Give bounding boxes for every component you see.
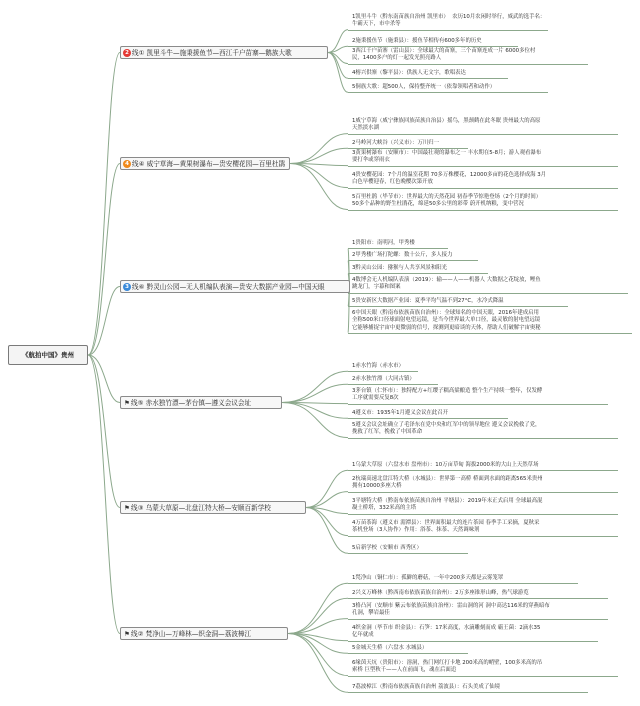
leaf-note[interactable]: 4榕兴供寨（黎平县）：供族人无文字，歌唱表达 — [352, 70, 466, 76]
leaf-note[interactable]: 3黔灵山公园：猕猴与人共享风景和阳光 — [352, 265, 448, 271]
leaf-underline — [348, 30, 548, 31]
root-branch-connector — [88, 53, 120, 356]
leaf-underline — [348, 384, 438, 385]
leaf-underline — [348, 583, 578, 584]
leaf-note[interactable]: 2赤水独竹漂（大同古镇） — [352, 376, 415, 382]
leaf-note[interactable]: 3茅台镇（仁怀市）：独特配方+红缨子糯高粱酿造 整个生产持续一整年，仅发酵 工序就需要反复8次 — [352, 388, 543, 402]
leaf-note[interactable]: 1乌蒙大草原（六盘水市 盘州市）：10万亩草甸 海拔2000米的大山上天然草场 — [352, 462, 539, 468]
branch-title: 线① 凯里斗牛—施秉援鱼节—西江千户苗寨—鹅族大歌 — [132, 49, 292, 57]
leaf-note[interactable]: 5遵义会议会址确立了毛泽东在党中央和红军中的领导地位 遵义会议挽救了党， 挽救了红军，挽救了中国革命 — [352, 422, 541, 436]
leaf-note[interactable]: 3黄果树瀑布（安顺市）：中国最壮观的瀑布之一 丰水期在5-8月；游人观看瀑布 要打伞或穿雨衣 — [352, 150, 542, 164]
leaf-underline — [348, 166, 618, 167]
leaf-underline — [348, 641, 598, 642]
leaf-note[interactable]: 5启新学校（安顺市 西秀区） — [352, 545, 422, 551]
branch-title: 线② 梵净山—万峰林—织金洞—荔波樟江 — [131, 630, 252, 638]
leaf-note[interactable]: 1梵净山（铜仁市）：孤僻的蘑菇，一年中200多天都是云雾笼罩 — [352, 575, 504, 581]
leaf-note[interactable]: 2杭瑞高速北盘江特大桥（水城县）：世界第一高桥 桥面到水面的距离565米贵州 拥有10000多座大桥 — [352, 476, 543, 490]
leaf-note[interactable]: 4织金洞（毕节市 织金县）：石笋：17米高度，水滴雕刻而成 霸王菌：2滴水35 亿年就成 — [352, 625, 541, 639]
leaf-note[interactable]: 4贵安樱花园：7个月的温室花期 70多万株樱花，12000多亩的花色选择成海 3月 白色早樱迎春，红色晚樱次第开放 — [352, 172, 547, 186]
root-branch-connector — [88, 355, 120, 634]
leaf-underline — [348, 248, 448, 249]
flag-icon: ⚑ — [124, 399, 130, 407]
branch-leaf-connector — [282, 384, 348, 402]
leaf-underline — [348, 210, 618, 211]
leaf-underline — [348, 492, 618, 493]
leaf-note[interactable]: 4万苗茶海（遵义市 湄潭县）：世界面积最大的连片茶园 春季手工采摘，夏秋采 茶机登场（3人协作）作用：浴茶、抹茶、天然调味剂 — [352, 520, 540, 534]
leaf-note[interactable]: 2兴义万峰林（黔西南布依族苗族自治州）：2万多座锥形山峰，热气球游览 — [352, 590, 529, 596]
branch-node-route-1[interactable] — [120, 46, 328, 59]
leaf-note[interactable]: 3格凸河（安顺市 紫云布依族苗族自治州）：雷山洞的河 洞中高达116米的穿燕暗布 孔洞，攀岩最佳 — [352, 603, 550, 617]
leaf-underline — [348, 418, 508, 419]
branch-leaf-connector — [306, 508, 348, 536]
leaf-underline — [348, 404, 608, 405]
branch-leaf-connector — [306, 508, 348, 554]
branch-node-route-4[interactable] — [120, 157, 290, 170]
branch-title: 线⑥ 黔灵山公园—无人机编队表演—贵安大数据产业园—中国天眼 — [132, 283, 325, 291]
leaf-note[interactable]: 5金城天生桥（六盘水 水城县） — [352, 645, 428, 651]
branch-leaf-connector — [328, 30, 348, 53]
branch-leaf-connector — [288, 598, 348, 633]
leaf-underline — [348, 134, 618, 135]
leaf-note[interactable]: 6缘茵天坑（贵阳市）：溶洞，热门网红打卡地 200米高的峭壁，100多米高的吊 索桥 巨型秋千——人在前面飞，魂在后面追 — [352, 660, 543, 674]
leaf-note[interactable]: 1赤水竹海（赤水市） — [352, 363, 404, 369]
branch-node-route-3[interactable] — [120, 501, 306, 514]
branch-leaf-connector — [282, 403, 348, 419]
leaf-underline — [348, 260, 478, 261]
leaf-note[interactable]: 2施秉援鱼节（施秉县）：援鱼节相传有600多年的历史 — [352, 38, 482, 44]
priority-3-icon: 3 — [123, 283, 131, 291]
leaf-note[interactable]: 5百里杜鹃（毕节市）：世界最大的天然花园 初春季节惊艳登场（2个月的时间） 50多个品种的野生杜鹃花，绵延50多公里的彩带 蔚开机纳粮，变中营况 — [352, 194, 542, 208]
leaf-underline — [348, 438, 618, 439]
root-branch-connector — [88, 355, 120, 508]
branch-title: 线③ 乌蒙大草原—北盘江特大桥—安顺百新学校 — [131, 504, 271, 512]
leaf-note[interactable]: 4数博会无人机编队表演（2019）：输——人——机器人 大数据之花绽放，鲤鱼 跳龙门，字幕和图案 — [352, 277, 541, 291]
flag-icon: ⚑ — [124, 504, 130, 512]
branch-leaf-connector — [328, 53, 348, 79]
leaf-underline — [348, 188, 618, 189]
leaf-note[interactable]: 4遵义市：1935年1月遵义会议在此召开 — [352, 410, 449, 416]
leaf-underline — [348, 692, 588, 693]
branch-leaf-connector — [306, 492, 348, 508]
branch-title: 线⑤ 赤水独竹漂—茅台镇—遵义会议会址 — [131, 399, 252, 407]
branch-leaf-connector — [288, 619, 348, 634]
leaf-underline — [348, 619, 608, 620]
leaf-underline — [348, 293, 628, 294]
branch-leaf-connector — [328, 53, 348, 93]
leaf-underline — [348, 598, 608, 599]
leaf-underline — [348, 92, 548, 93]
leaf-note[interactable]: 2马岭河大峡谷（兴义市）：万川归一 — [352, 140, 439, 146]
leaf-underline — [348, 306, 568, 307]
branch-leaf-connector — [306, 470, 348, 507]
root-node[interactable]: 《航拍中国》贵州 — [8, 345, 88, 365]
leaf-underline — [348, 536, 618, 537]
leaf-note[interactable]: 3平塘特大桥（黔南布依族苗族自治州 平塘县）：2019年末正式启用 全球最高混 凝土桥塔，332米高的主塔 — [352, 498, 543, 512]
priority-4-icon: 4 — [123, 160, 131, 168]
leaf-underline — [348, 553, 468, 554]
branch-node-route-5[interactable] — [120, 396, 282, 409]
leaf-underline — [348, 514, 618, 515]
flag-icon: ⚑ — [124, 630, 130, 638]
leaf-underline — [348, 676, 618, 677]
leaf-underline — [348, 653, 468, 654]
leaf-underline — [348, 470, 618, 471]
leaf-note[interactable]: 5贵安新区大数据产业园：夏季平均气温不到27°C，水冷式降温 — [352, 298, 504, 304]
branch-node-route-6[interactable] — [120, 280, 350, 293]
leaf-note[interactable]: 5侗族大歌：超500人，保持整齐统一（依靠领唱者和动作） — [352, 84, 496, 90]
leaf-note[interactable]: 2甲秀楼广场打陀螺：数十公斤，多人接力 — [352, 252, 453, 258]
leaf-underline — [348, 371, 418, 372]
leaf-underline — [348, 333, 632, 334]
leaf-underline — [348, 273, 488, 274]
branch-title: 线④ 威宁草海—黄果树瀑布—贵安樱花园—百里杜鹃 — [132, 160, 286, 168]
branch-leaf-connector — [282, 371, 348, 402]
branch-node-route-2[interactable] — [120, 627, 288, 640]
leaf-note[interactable]: 1凯里斗牛（黔东南苗族自治州 凯里市） 农历10月农闲时举行，威武的选手名： 牛霸天下，市中杀等 — [352, 14, 546, 28]
leaf-note[interactable]: 3西江千户苗寨（雷山县）：全球最大的苗寨，三个苗寨连成一片 6000多位村 民，1400多户的灯一起发光照亮路人 — [352, 48, 536, 62]
leaf-note[interactable]: 7荔波樟江（黔南布依族苗族自治州 荔波县）：石头美成了仙境 — [352, 684, 500, 690]
leaf-note[interactable]: 1贵阳市：南明河，甲秀楼 — [352, 240, 415, 246]
branch-leaf-connector — [282, 403, 348, 438]
leaf-underline — [348, 64, 588, 65]
leaf-note[interactable]: 6中国天眼（黔南布依族苗族自治州）：全球知名的中国天眼，2016年建成启用 全称500米口径球面射电望远镜，是当今世界最大单口径，最灵敏的射电望远镜 它能够捕捉宇宙中更微弱的信号，探测到更暗谈的天体，帮助人们破解宇宙奥秘 — [352, 310, 541, 331]
branch-leaf-connector — [288, 583, 348, 633]
leaf-underline — [348, 78, 508, 79]
leaf-note[interactable]: 1威宁草海（威宁彝族回族苗族自治县）摇鸟，黑颈鹤在此冬眠 贵州最大的高原 天然淡水湖 — [352, 118, 541, 132]
priority-2-icon: 2 — [123, 49, 131, 57]
